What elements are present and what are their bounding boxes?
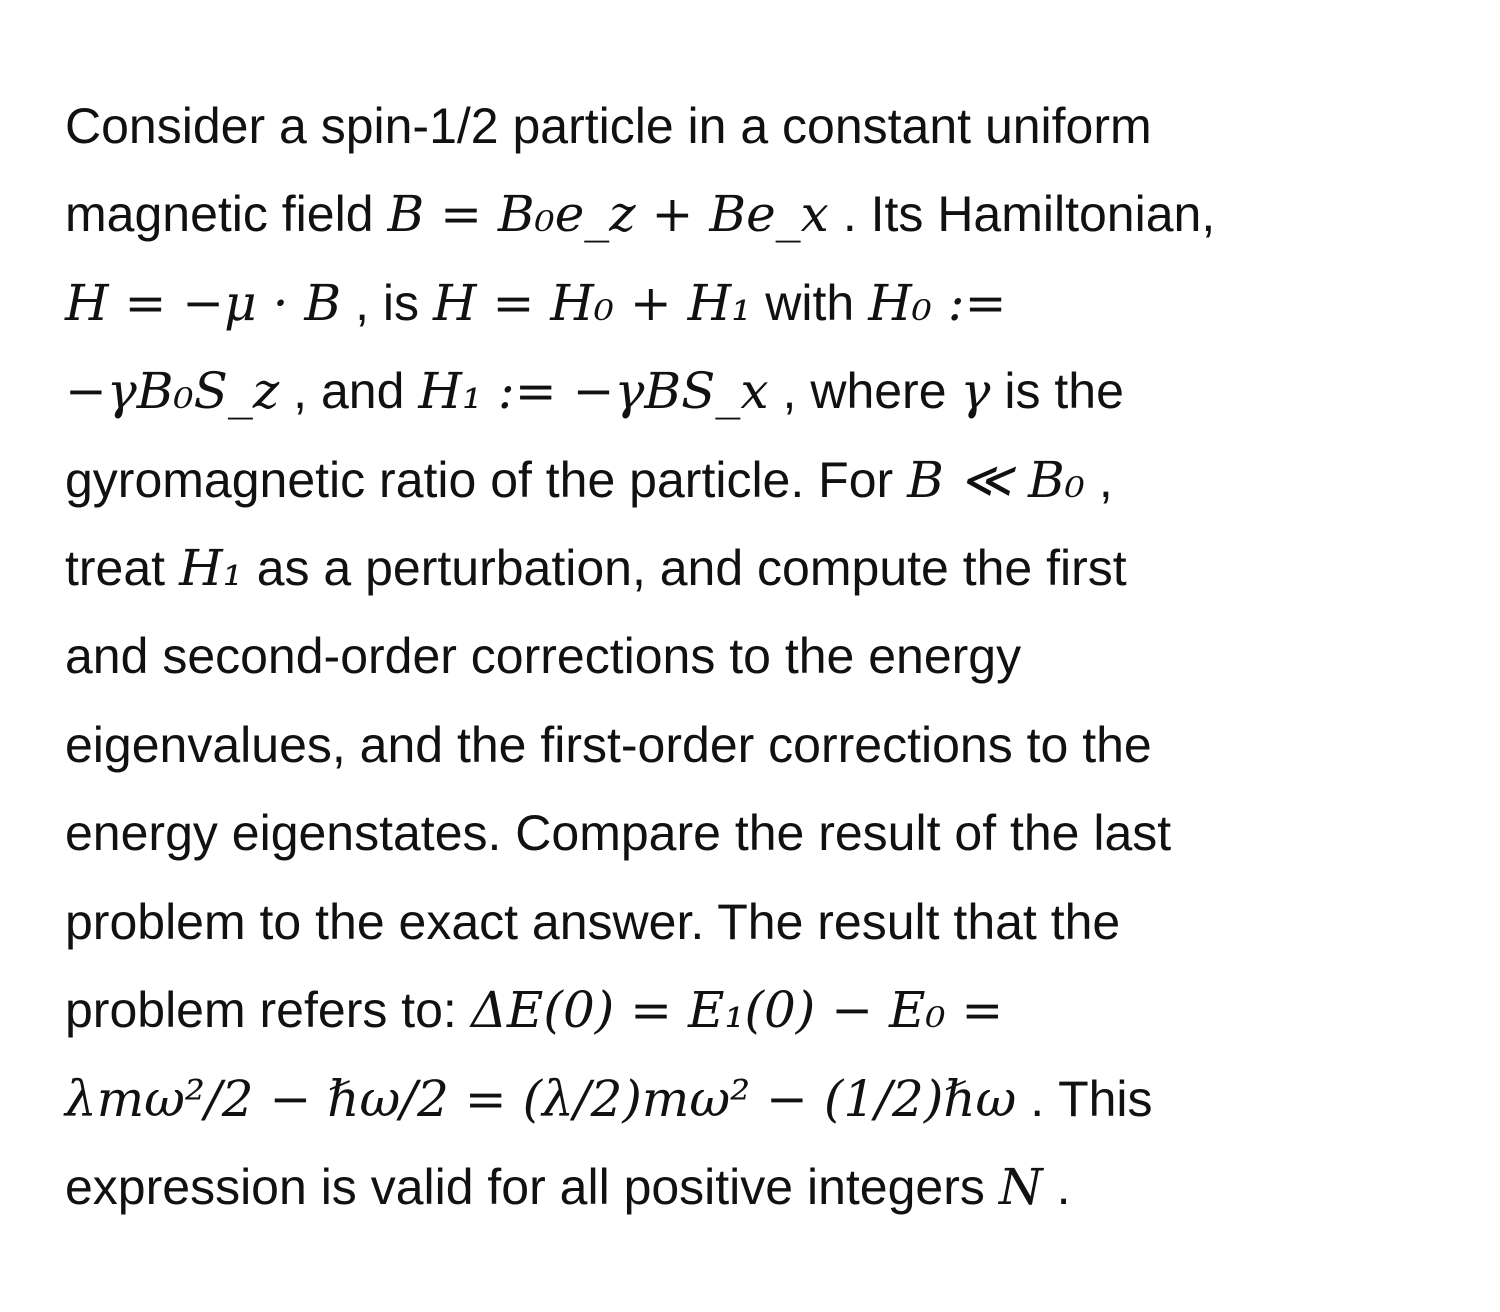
text-line-6 xyxy=(65,524,1127,612)
math-expression: H₀ := xyxy=(868,274,1007,332)
math-expression: H = −μ · B xyxy=(65,274,342,332)
text-run: , where xyxy=(782,363,947,419)
text-line-4 xyxy=(65,347,1124,435)
math-expression: H = H₀ + H₁ xyxy=(433,274,752,332)
text-run: as a perturbation, and compute the first xyxy=(256,540,1127,596)
text-run: , xyxy=(1098,452,1113,508)
text-run: and second-order corrections to the energy xyxy=(65,628,1022,684)
text-line-1 xyxy=(65,82,1152,170)
text-line-8 xyxy=(65,701,1152,789)
text-run: . This xyxy=(1030,1071,1153,1127)
text-run: energy eigenstates. Compare the result of the last xyxy=(65,805,1172,861)
text-run: magnetic field xyxy=(65,186,374,242)
text-run: , and xyxy=(293,363,405,419)
math-expression: H₁ := −γBS_x xyxy=(418,362,769,420)
text-run: . Its Hamiltonian, xyxy=(842,186,1216,242)
text-run: problem to the exact answer. The result that the xyxy=(65,894,1121,950)
text-run: . xyxy=(1056,1159,1071,1215)
math-expression: γ xyxy=(960,362,991,420)
text-line-2 xyxy=(65,170,1215,258)
math-expression: B = B₀e_z + Be_x xyxy=(387,185,829,243)
math-expression: H₁ xyxy=(179,539,243,597)
text-line-3 xyxy=(65,259,1006,347)
text-run: problem refers to: xyxy=(65,982,457,1038)
math-expression: −γB₀S_z xyxy=(65,362,280,420)
text-line-9 xyxy=(65,789,1171,877)
text-run: with xyxy=(765,275,855,331)
text-run: Consider a spin-1/2 particle in a constant uniform xyxy=(65,98,1152,154)
text-run: expression is valid for all positive integers xyxy=(65,1159,985,1215)
text-line-12 xyxy=(65,1055,1153,1143)
text-line-7 xyxy=(65,612,1021,700)
text-run: eigenvalues, and the first-order corrections to the xyxy=(65,717,1152,773)
math-expression: ΔE(0) = E₁(0) − E₀ = xyxy=(470,981,1004,1039)
text-run: treat xyxy=(65,540,166,596)
text-line-11 xyxy=(65,966,1003,1054)
text-run: gyromagnetic ratio of the particle. For xyxy=(65,452,894,508)
text-line-5 xyxy=(65,436,1113,524)
text-run: , is xyxy=(355,275,420,331)
text-line-13 xyxy=(65,1143,1071,1231)
text-line-10 xyxy=(65,878,1120,966)
math-expression: N xyxy=(998,1158,1043,1216)
math-expression: λmω²/2 − ℏω/2 = (λ/2)mω² − (1/2)ℏω xyxy=(65,1070,1017,1128)
math-expression: B ≪ B₀ xyxy=(907,451,1085,509)
text-run: is the xyxy=(1004,363,1124,419)
